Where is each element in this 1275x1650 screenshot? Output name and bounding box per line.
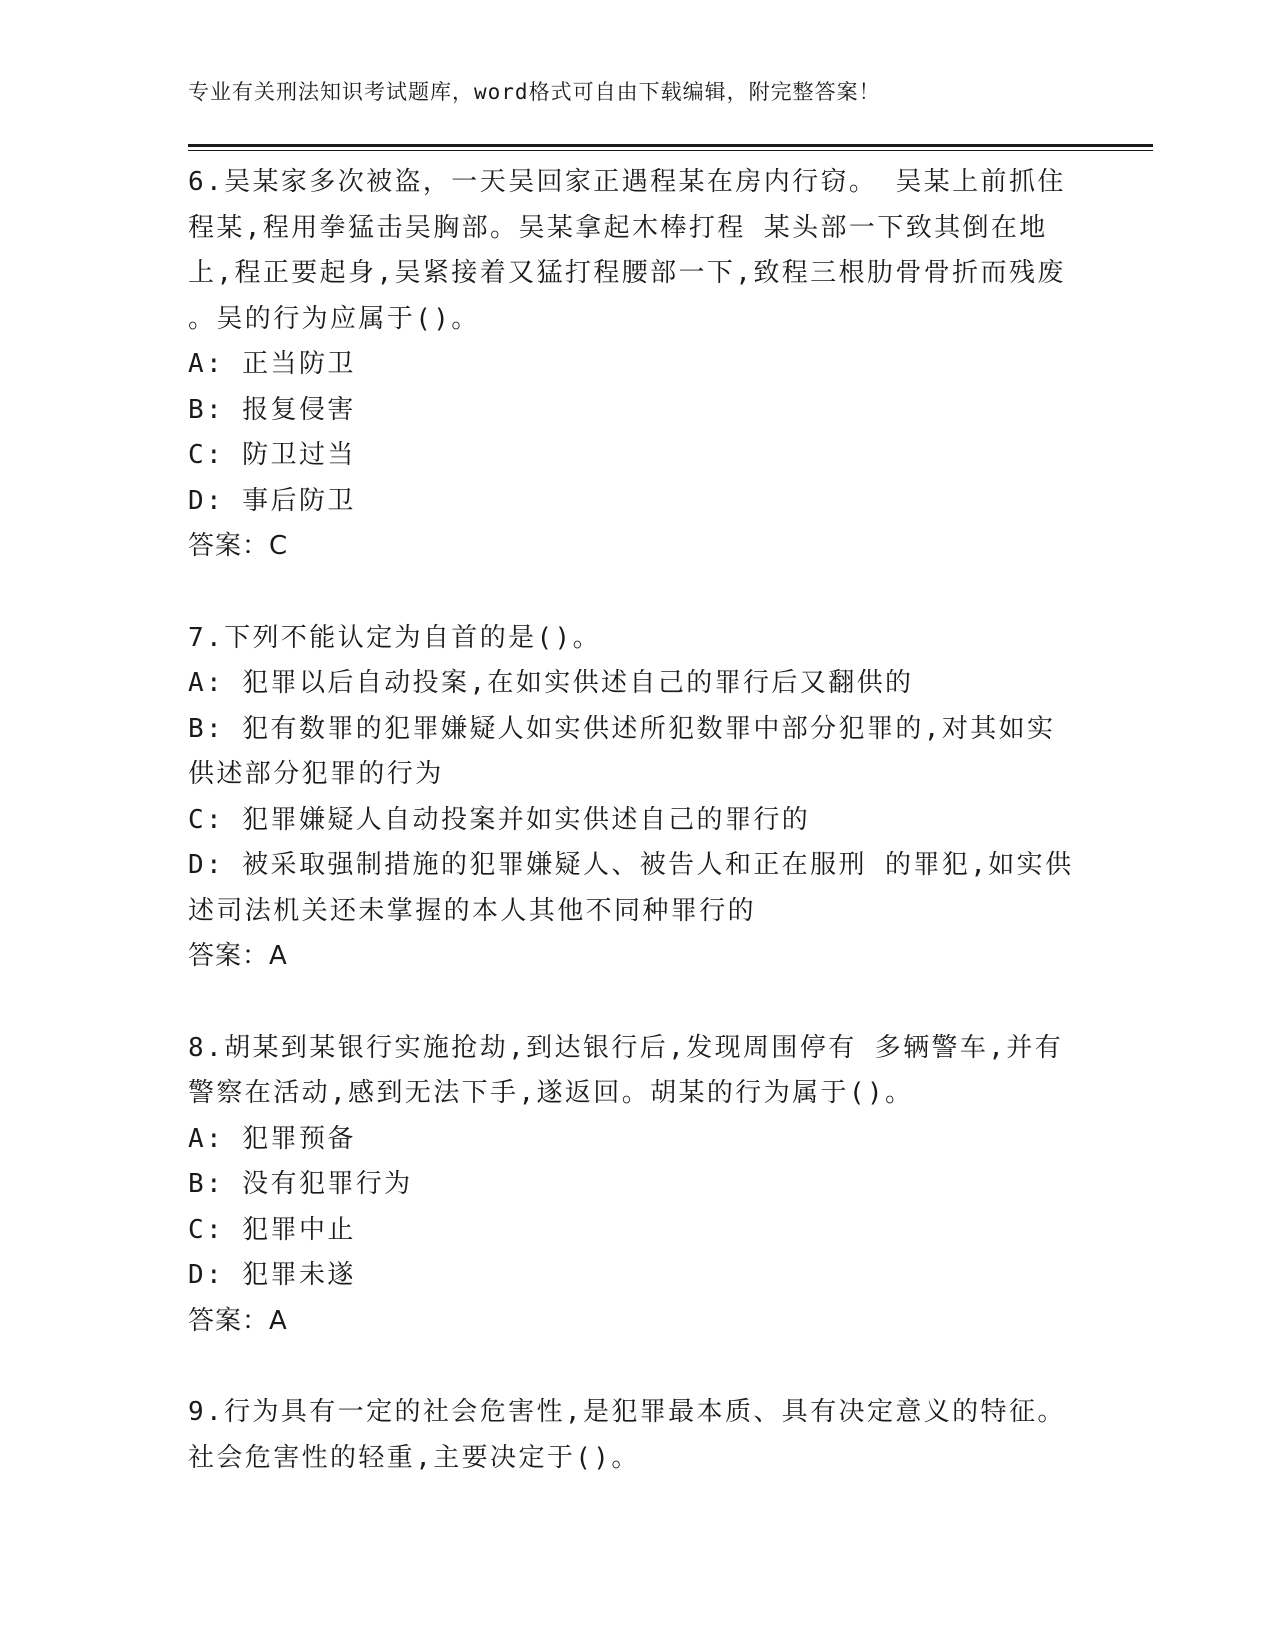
- option-d: D: 犯罪未遂: [188, 1260, 356, 1290]
- question-stem-line: 。吴的行为应属于()。: [188, 303, 480, 334]
- question-list: [188, 160, 1088, 1481]
- question-9: [188, 1390, 1088, 1481]
- option-c: C: 犯罪中止: [188, 1214, 356, 1245]
- option-d: D: 事后防卫: [188, 485, 356, 516]
- question-6: [188, 160, 1088, 570]
- question-stem-line: 警察在活动,感到无法下手,遂返回。胡某的行为属于()。: [188, 1078, 914, 1108]
- header-divider-thin: [188, 150, 1153, 151]
- option-c: C: 防卫过当: [188, 440, 356, 470]
- option-a: A: 正当防卫: [188, 349, 356, 379]
- option-d-continued: 述司法机关还未掌握的本人其他不同种罪行的: [188, 895, 757, 926]
- header-divider: [188, 144, 1153, 147]
- spacer: [188, 980, 1088, 1026]
- question-stem-line: 7.下列不能认定为自首的是()。: [188, 622, 602, 653]
- option-a: A: 犯罪以后自动投案,在如实供述自己的罪行后又翻供的: [188, 668, 914, 698]
- question-stem-line: 9.行为具有一定的社会危害性,是犯罪最本质、具有决定意义的特征。: [188, 1397, 1066, 1427]
- option-c: C: 犯罪嫌疑人自动投案并如实供述自己的罪行的: [188, 804, 811, 835]
- question-stem-line: 8.胡某到某银行实施抢劫,到达银行后,发现周围停有 多辆警车,并有: [188, 1032, 1064, 1063]
- option-b-continued: 供述部分犯罪的行为: [188, 759, 444, 789]
- option-d: D: 被采取强制措施的犯罪嫌疑人、被告人和正在服刑 的罪犯,如实供: [188, 850, 1074, 880]
- question-7: [188, 616, 1088, 980]
- answer-label: 答案：A: [188, 941, 288, 971]
- option-b: B: 犯有数罪的犯罪嫌疑人如实供述所犯数罪中部分犯罪的,对其如实: [188, 713, 1056, 744]
- answer-label: 答案：C: [188, 531, 289, 561]
- answer-label: 答案：A: [188, 1305, 288, 1336]
- option-b: B: 没有犯罪行为: [188, 1169, 413, 1199]
- spacer: [188, 1344, 1088, 1390]
- page-header: 专业有关刑法知识考试题库，word格式可自由下载编辑，附完整答案！: [188, 80, 881, 104]
- question-8: [188, 1026, 1088, 1345]
- option-a: A: 犯罪预备: [188, 1123, 356, 1154]
- question-stem-line: 程某,程用拳猛击吴胸部。吴某拿起木棒打程 某头部一下致其倒在地: [188, 212, 1048, 243]
- question-stem-line: 社会危害性的轻重,主要决定于()。: [188, 1442, 640, 1473]
- spacer: [188, 570, 1088, 616]
- option-b: B: 报复侵害: [188, 394, 356, 425]
- question-stem-line: 上,程正要起身,吴紧接着又猛打程腰部一下,致程三根肋骨骨折而残废: [188, 258, 1066, 288]
- question-stem-line: 6.吴某家多次被盗，一天吴回家正遇程某在房内行窃。 吴某上前抓住: [188, 167, 1066, 197]
